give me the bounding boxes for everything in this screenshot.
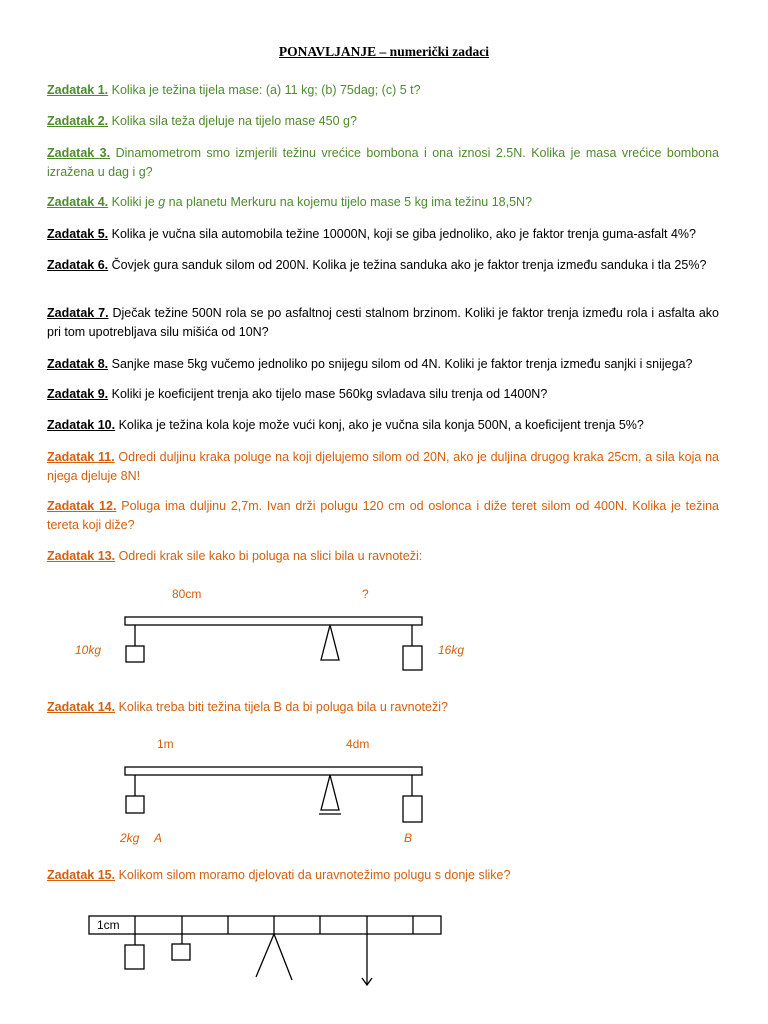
task-6	[47, 256, 719, 275]
task-label: Zadatak 14.	[47, 700, 116, 714]
task-13	[47, 547, 719, 566]
left-weight	[126, 646, 144, 662]
task-label: Zadatak 15.	[47, 868, 116, 882]
g-symbol: g	[158, 195, 166, 209]
task-3	[47, 144, 719, 182]
task-11	[47, 448, 719, 486]
task-7	[47, 304, 719, 342]
task-label: Zadatak 4.	[47, 195, 109, 209]
task-text: Kolika je težina kola koje može vući konj, ako je vučna sila konja 500N, a koeficijent trenja 5%?	[118, 418, 644, 432]
task-text: Poluga ima duljinu 2,7m. Ivan drži polugu 120 cm od oslonca i diže teret silom od 400N. Kolika je težina tereta koji diže?	[47, 499, 719, 532]
task-label: Zadatak 11.	[47, 450, 115, 464]
left-weight	[126, 796, 144, 813]
fulcrum-right-leg	[274, 934, 292, 980]
task-label: Zadatak 10.	[47, 418, 116, 432]
task-label: Zadatak 3.	[47, 146, 111, 160]
task-text: Sanjke mase 5kg vučemo jednoliko po snijegu silom od 4N. Koliki je faktor trenja između sanjki i snijega?	[111, 357, 693, 371]
task-text: Odredi krak sile kako bi poluga na slici bila u ravnoteži:	[118, 549, 423, 563]
task-label: Zadatak 8.	[47, 357, 109, 371]
task-14	[47, 698, 719, 717]
left-mass-label: 10kg	[75, 643, 102, 657]
large-weight	[125, 945, 144, 969]
task-text: Dječak težine 500N rola se po asfaltnoj cesti stalnom brzinom. Koliki je faktor trenja između rola i asfalta ako pri tom upotrebljava silu mišića od 10N?	[47, 306, 719, 339]
task-text: Koliki je	[111, 195, 155, 209]
right-weight	[403, 646, 422, 670]
task-label: Zadatak 13.	[47, 549, 116, 563]
task-label: Zadatak 7.	[47, 306, 109, 320]
task-text: Kolikom silom moramo djelovati da uravnotežimo polugu s donje slike?	[118, 868, 511, 882]
lever-bar	[125, 767, 422, 775]
page-title: PONAVLJANJE – numerički zadaci	[278, 44, 490, 59]
task-8	[47, 355, 719, 374]
task-label: Zadatak 12.	[47, 499, 117, 513]
right-arm-label: ?	[362, 587, 369, 601]
body-b-label: B	[404, 831, 413, 845]
task-text: Kolika je težina tijela mase: (a) 11 kg; (b) 75dag; (c) 5 t?	[111, 83, 421, 97]
arrow-head-icon	[362, 978, 372, 985]
right-weight	[403, 796, 422, 822]
task-text: Dinamometrom smo izmjerili težinu vrećice bombona i ona iznosi 2.5N. Kolika je masa vrećice bombona izražena u dag i g?	[47, 146, 720, 179]
task-label: Zadatak 2.	[47, 114, 109, 128]
task-text: Čovjek gura sanduk silom od 200N. Kolika je težina sanduka ako je faktor trenja između sanduka i tla 25%?	[111, 258, 707, 272]
task-text: na planetu Merkuru na kojemu tijelo mase 5 kg ima težinu 18,5N?	[168, 195, 533, 209]
task-text: Kolika treba biti težina tijela B da bi poluga bila u ravnoteži?	[118, 700, 448, 714]
left-mass-label: 2kg	[120, 831, 140, 845]
small-weight	[172, 944, 190, 960]
task-text: Kolika je vučna sila automobila težine 10000N, koji se giba jednoliko, ako je faktor trenja guma-asfalt 4%?	[111, 227, 696, 241]
task-1	[47, 81, 719, 100]
unit-label: 1cm	[97, 918, 120, 932]
left-arm-label: 1m	[157, 737, 174, 751]
fulcrum-left-leg	[256, 934, 274, 977]
task-label: Zadatak 9.	[47, 387, 109, 401]
fulcrum	[321, 775, 339, 810]
task-text: Odredi duljinu kraka poluge na koji djelujemo silom od 20N, ako je duljina drugog kraka 25cm, a sila koja na njega djeluje 8N!	[47, 450, 719, 483]
task-10	[47, 416, 719, 435]
task-12	[47, 497, 719, 535]
task-label: Zadatak 6.	[47, 258, 109, 272]
task-2	[47, 112, 719, 131]
task-9	[47, 385, 719, 404]
task-text: Koliki je koeficijent trenja ako tijelo mase 560kg svladava silu trenja od 1400N?	[111, 387, 548, 401]
task-15	[47, 866, 719, 885]
right-arm-label: 4dm	[346, 737, 370, 751]
task-label: Zadatak 1.	[47, 83, 109, 97]
task-4	[47, 193, 719, 212]
task-text: Kolika sila teža djeluje na tijelo mase 450 g?	[111, 114, 357, 128]
fulcrum	[321, 625, 339, 660]
left-arm-label: 80cm	[172, 587, 202, 601]
task-label: Zadatak 5.	[47, 227, 109, 241]
task-5	[47, 225, 719, 244]
segmented-lever-bar	[89, 916, 441, 934]
body-a-label: A	[154, 831, 163, 845]
lever-bar	[125, 617, 422, 625]
right-mass-label: 16kg	[438, 643, 465, 657]
